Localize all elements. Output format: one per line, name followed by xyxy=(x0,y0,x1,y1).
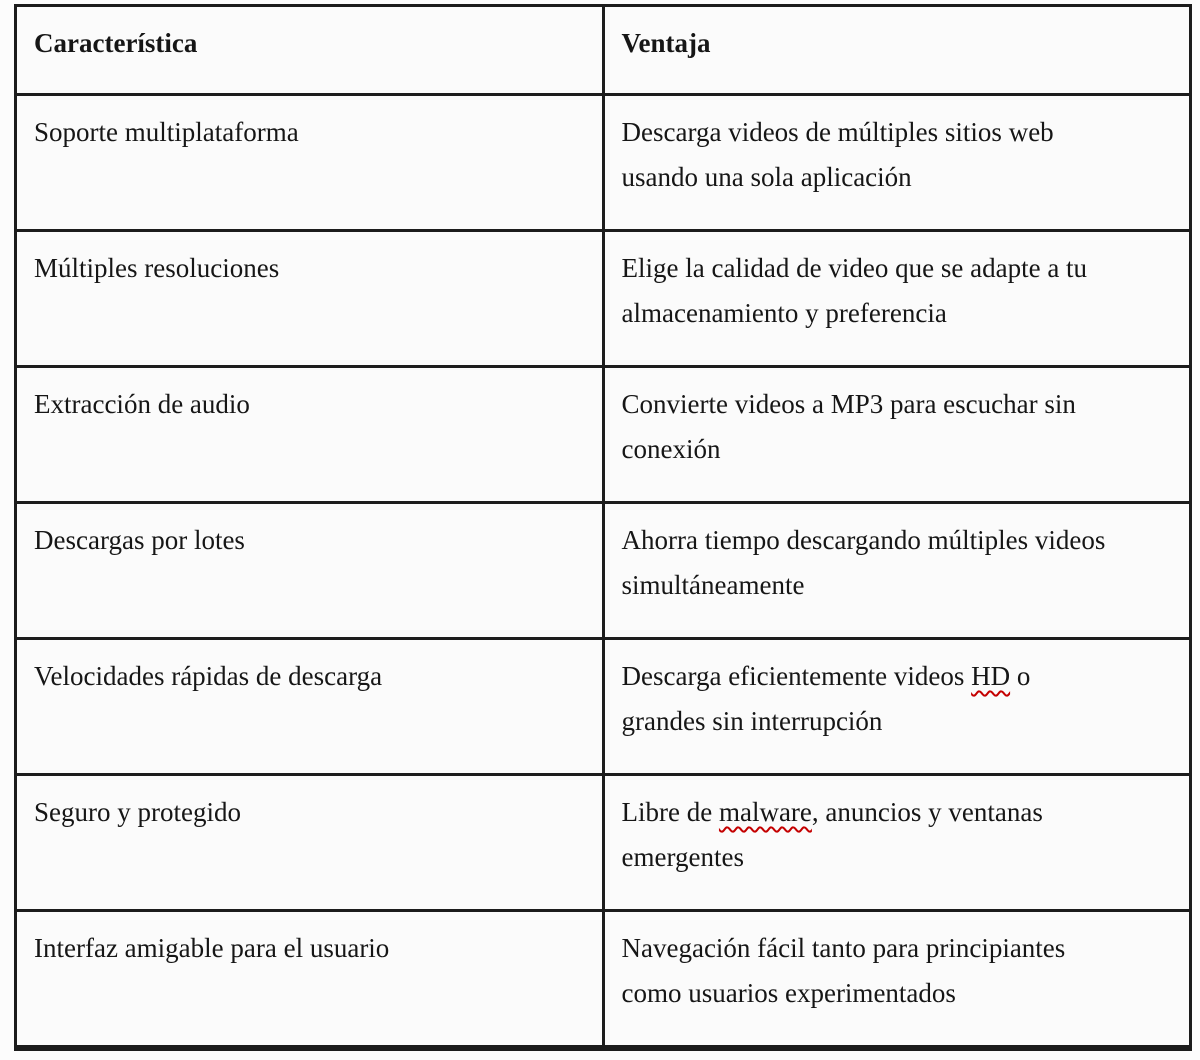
advantage-line xyxy=(622,382,1174,427)
table-body xyxy=(16,6,1191,1049)
feature-cell xyxy=(16,231,604,367)
advantage-line xyxy=(622,563,1174,608)
advantage-cell xyxy=(603,639,1191,775)
text-segment: grandes sin interrupción xyxy=(621,706,883,736)
feature-text: Extracción de audio xyxy=(34,389,250,419)
text-segment: simultáneamente xyxy=(621,570,805,600)
text-segment: Navegación fácil tanto para principiantes xyxy=(621,933,1066,963)
text-segment: como usuarios experimentados xyxy=(621,978,956,1008)
misspelled-word: HD xyxy=(971,661,1011,691)
text-segment: Convierte videos a MP3 para escuchar sin xyxy=(621,389,1076,419)
text-segment: Descarga videos de múltiples sitios web xyxy=(621,117,1054,147)
advantage-line xyxy=(622,790,1174,835)
feature-text: Velocidades rápidas de descarga xyxy=(34,661,383,691)
text-segment: conexión xyxy=(621,434,721,464)
text-segment: , anuncios y ventanas xyxy=(811,797,1043,827)
header-cell-advantage xyxy=(603,6,1191,95)
feature-text: Soporte multiplataforma xyxy=(34,117,299,147)
table-row xyxy=(16,95,1191,231)
header-advantage-label: Ventaja xyxy=(621,28,711,58)
advantage-cell xyxy=(603,775,1191,911)
header-feature-label: Característica xyxy=(34,28,198,58)
advantage-line xyxy=(622,926,1174,971)
table-row xyxy=(16,231,1191,367)
feature-cell xyxy=(16,95,604,231)
table-row xyxy=(16,775,1191,911)
feature-cell xyxy=(16,639,604,775)
advantage-line xyxy=(622,654,1174,699)
advantage-cell xyxy=(603,95,1191,231)
feature-cell xyxy=(16,775,604,911)
advantage-line xyxy=(622,971,1174,1016)
advantage-line xyxy=(622,155,1174,200)
advantage-cell xyxy=(603,367,1191,503)
advantage-cell xyxy=(603,503,1191,639)
text-segment: Elige la calidad de video que se adapte a tu xyxy=(621,253,1088,283)
text-segment: Libre de xyxy=(621,797,719,827)
feature-text: Descargas por lotes xyxy=(34,525,245,555)
advantage-cell xyxy=(603,911,1191,1049)
advantage-line xyxy=(622,110,1174,155)
table-row xyxy=(16,503,1191,639)
feature-text: Múltiples resoluciones xyxy=(34,253,280,283)
advantage-line xyxy=(622,518,1174,563)
text-segment: Descarga eficientemente videos xyxy=(621,661,972,691)
misspelled-word: malware xyxy=(718,797,812,827)
text-segment: almacenamiento y preferencia xyxy=(621,298,947,328)
feature-text: Seguro y protegido xyxy=(34,797,241,827)
feature-text: Interfaz amigable para el usuario xyxy=(34,933,390,963)
advantage-line xyxy=(622,427,1174,472)
table-header-row xyxy=(16,6,1191,95)
advantage-cell xyxy=(603,231,1191,367)
table-row xyxy=(16,367,1191,503)
advantage-line xyxy=(622,699,1174,744)
feature-cell xyxy=(16,911,604,1049)
text-segment: o xyxy=(1010,661,1031,691)
text-segment: emergentes xyxy=(621,842,744,872)
advantage-line xyxy=(622,246,1174,291)
advantage-line xyxy=(622,291,1174,336)
text-segment: Ahorra tiempo descargando múltiples videos xyxy=(621,525,1106,555)
feature-cell xyxy=(16,367,604,503)
advantage-line xyxy=(622,835,1174,880)
table-row xyxy=(16,639,1191,775)
text-segment: usando una sola aplicación xyxy=(621,162,912,192)
header-cell-feature xyxy=(16,6,604,95)
feature-cell xyxy=(16,503,604,639)
features-table xyxy=(14,4,1192,1051)
table-row xyxy=(16,911,1191,1049)
